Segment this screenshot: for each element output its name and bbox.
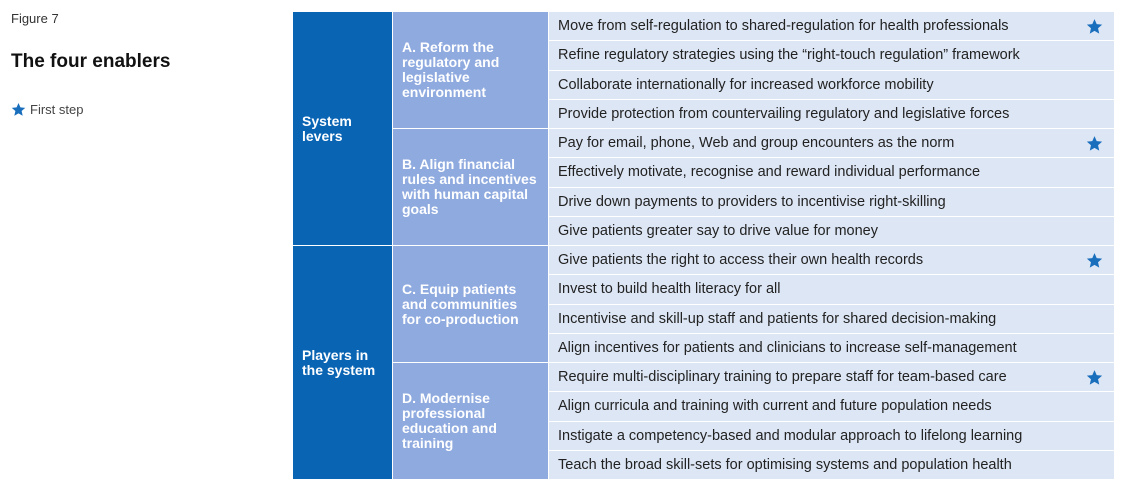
action-row — [549, 188, 1114, 217]
figure-label: Figure 7 — [11, 11, 59, 26]
action-text: Effectively motivate, recognise and reward individual performance — [558, 164, 981, 181]
action-text: Require multi-disciplinary training to prepare staff for team-based care — [558, 369, 1007, 386]
star-icon — [11, 102, 26, 117]
action-row — [549, 41, 1114, 70]
action-text: Collaborate internationally for increased workforce mobility — [558, 76, 934, 93]
action-row — [549, 305, 1114, 334]
page-title: The four enablers — [11, 51, 171, 72]
enabler-label: C. Equip patients and communities for co-production — [402, 280, 519, 327]
enabler-cell — [393, 246, 549, 363]
legend-label: First step — [30, 102, 84, 117]
action-row — [549, 12, 1114, 41]
action-text: Instigate a competency-based and modular approach to lifelong learning — [558, 427, 1023, 444]
action-row — [549, 392, 1114, 421]
enablers-table — [293, 12, 1114, 480]
lever-cell — [293, 12, 393, 246]
action-text: Move from self-regulation to shared-regulation for health professionals — [558, 18, 1009, 35]
enabler-label: A. Reform the regulatory and legislative environment — [402, 39, 500, 100]
action-text: Pay for email, phone, Web and group encounters as the norm — [558, 135, 955, 152]
action-row — [549, 451, 1114, 480]
action-text: Invest to build health literacy for all — [558, 281, 781, 298]
action-row — [549, 275, 1114, 304]
star-icon — [1086, 135, 1103, 152]
action-text: Refine regulatory strategies using the “right-touch regulation” framework — [558, 47, 1020, 64]
lever-cell — [293, 246, 393, 480]
action-row — [549, 363, 1114, 392]
action-text: Drive down payments to providers to incentivise right-skilling — [558, 193, 946, 210]
action-text: Give patients greater say to drive value for money — [558, 222, 878, 239]
action-row — [549, 129, 1114, 158]
action-row — [549, 422, 1114, 451]
action-text: Provide protection from countervailing regulatory and legislative forces — [558, 105, 1010, 122]
legend — [11, 102, 83, 117]
star-icon — [1086, 369, 1103, 386]
action-row — [549, 100, 1114, 129]
action-text: Give patients the right to access their own health records — [558, 252, 924, 269]
lever-label: Players in the system — [302, 346, 376, 378]
star-icon — [1086, 252, 1103, 269]
action-row — [549, 158, 1114, 187]
action-text: Teach the broad skill-sets for optimising systems and population health — [558, 456, 1012, 473]
enabler-label: D. Modernise professional education and training — [402, 390, 497, 451]
enabler-cell — [393, 12, 549, 129]
action-text: Align curricula and training with current and future population needs — [558, 398, 992, 415]
enabler-cell — [393, 363, 549, 480]
action-row — [549, 334, 1114, 363]
lever-label: System levers — [302, 112, 352, 144]
action-text: Incentivise and skill-up staff and patients for shared decision-making — [558, 310, 997, 327]
action-text: Align incentives for patients and clinicians to increase self-management — [558, 339, 1017, 356]
enabler-cell — [393, 129, 549, 246]
star-icon — [1086, 18, 1103, 35]
action-row — [549, 71, 1114, 100]
enabler-label: B. Align financial rules and incentives with human capital goals — [402, 156, 537, 217]
action-row — [549, 246, 1114, 275]
action-row — [549, 217, 1114, 246]
